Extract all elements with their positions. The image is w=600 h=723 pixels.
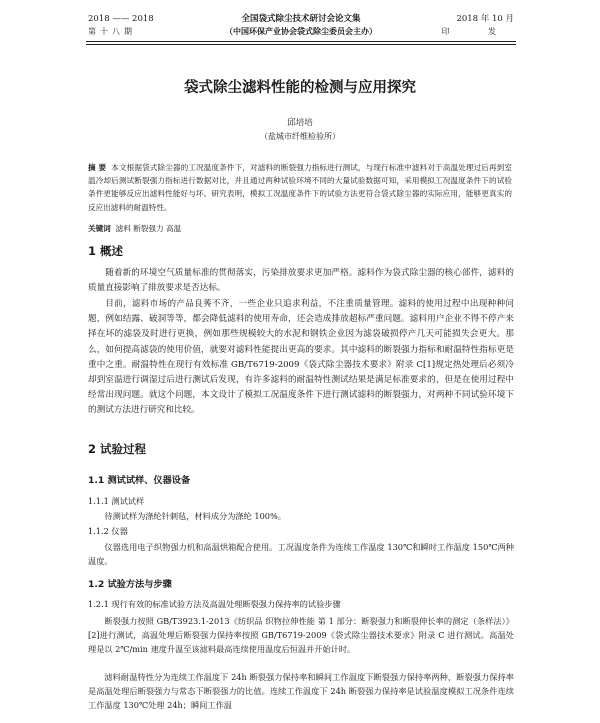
header-date: 2018 年 10 月 <box>456 14 514 24</box>
keywords-label: 关键词 <box>88 224 111 233</box>
section-1-2-1-paragraph-1: 断裂强力按照 GB/T3923.1-2013《纺织品 织物拉伸性能 第 1 部分：断裂强力和断裂伸长率的测定（条样法）》[2]进行测试，高温处理后断裂强力保持率按照 GB/T6719-2009《袋式除尘器技术要求》附录 C 进行测试。高温处理是以 2℃/min 速度升温至该滤料最高连续使用温度后恒温并开始计时。 <box>88 616 514 654</box>
section-1-paragraph-1: 随着新的环境空气质量标准的贯彻落实，污染排放要求更加严格。滤料作为袋式除尘器的核心部件，滤料的质量直接影响了排放要求是否达标。 <box>88 268 514 294</box>
section-1-1-2-text: 仪器选用电子织物强力机和高温烘箱配合使用。工况温度条件为连续工作温度 130℃和瞬时工作温度 150℃两种温度。 <box>88 542 514 566</box>
running-header <box>88 14 514 44</box>
header-issue: 第十八期 <box>88 27 136 36</box>
section-1-paragraph-2: 目前，滤料市场的产品良莠不齐，一些企业只追求利益，不注重质量管理。滤料的使用过程中出现种种问题，例如结露、破洞等等，都会降低滤料的使用寿命，还会造成排放超标严重问题。滤料用户企业不得不停产来择在坏的滤袋及时进行更换，例如那些规模较大的水泥和钢铁企业因为滤袋破损停产几天可能损失会更大。那么，如何提高滤袋的使用价值，就要对滤料性能提出更高的要求。其中滤料的断裂强力指标和耐温特性指标更是重中之重。耐温特性在现行有效标准 GB/T6719-2009《袋式除尘器技术要求》附录 C[1]规定热处理后必须冷却到室温进行调湿过后进行测试后发现，有许多滤料的耐温特性测试结果是满足标准要求的，但是在使用过程中经常出现问题。就这个问题，本文设计了模拟工况温度条件下进行测试滤料的断裂强力，对两种不同试验环境下的测试方法进行研究和比较。 <box>88 299 514 416</box>
header-left-top: 2018 —— 2018 <box>88 14 154 24</box>
header-print: 印 发 <box>441 27 514 36</box>
header-journal-title: 全国袋式除尘技术研讨会论文集 <box>241 14 361 24</box>
header-organizer: （中国环保产业协会袋式除尘委员会主办） <box>225 26 377 36</box>
section-1-1-1-heading: 1.1.1 测试试样 <box>88 496 145 506</box>
section-1-2-1-paragraph-2: 滤料耐温特性分为连续工作温度下 24h 断裂强力保持率和瞬间工作温度下断裂强力保持率两种，断裂强力保持率是高温处理后断裂强力与常态下断裂强力的比值。连续工作温度下 24h 断裂强力保持率是试验温度模拟工况条件连续工作温度 130℃处理 24h；瞬间工作温 <box>88 672 514 710</box>
keywords <box>88 223 512 234</box>
abstract-text: 本文根据袋式除尘器的工况温度条件下，对滤料的断裂强力指标进行测试，与现行标准中滤料对于高温处理过后再到室温冷却后测试断裂强力指标进行数据对比，并且通过两种试验环境不同的大量试验数据可知，采用模拟工况温度条件下的试验条件更能够反应出滤料性能好与坏。研究表明，模拟工况温度条件下的试验方法更符合袋式除尘器的实际应用，能够更真实的反应出滤料的耐温特性。 <box>88 163 512 212</box>
section-2-heading: 2 试验过程 <box>88 442 147 456</box>
header-rule-thin <box>86 44 516 45</box>
section-1-1-1-text: 待测试样为涤纶针刺毡，材料成分为涤纶 100%。 <box>104 511 286 521</box>
header-rule <box>86 41 516 42</box>
keywords-text: 滤料 断裂强力 高温 <box>115 224 182 233</box>
section-1-2-1-heading: 1.2.1 现行有效的标准试验方法及高温处理断裂强力保持率的试验步骤 <box>88 599 341 609</box>
section-1-heading: 1 概述 <box>88 244 124 258</box>
section-1-1-heading: 1.1 测试试样、仪器设备 <box>88 475 191 486</box>
section-1-2-heading: 1.2 试验方法与步骤 <box>88 579 172 590</box>
paper-title: 袋式除尘滤料性能的检测与应用探究 <box>184 80 416 96</box>
abstract-label: 摘 要 <box>88 163 107 172</box>
abstract <box>88 161 512 214</box>
author: 邱培培 <box>287 118 313 128</box>
section-1-1-2-heading: 1.1.2 仪器 <box>88 526 128 536</box>
affiliation: （盐城市纤维检验所） <box>260 132 340 141</box>
